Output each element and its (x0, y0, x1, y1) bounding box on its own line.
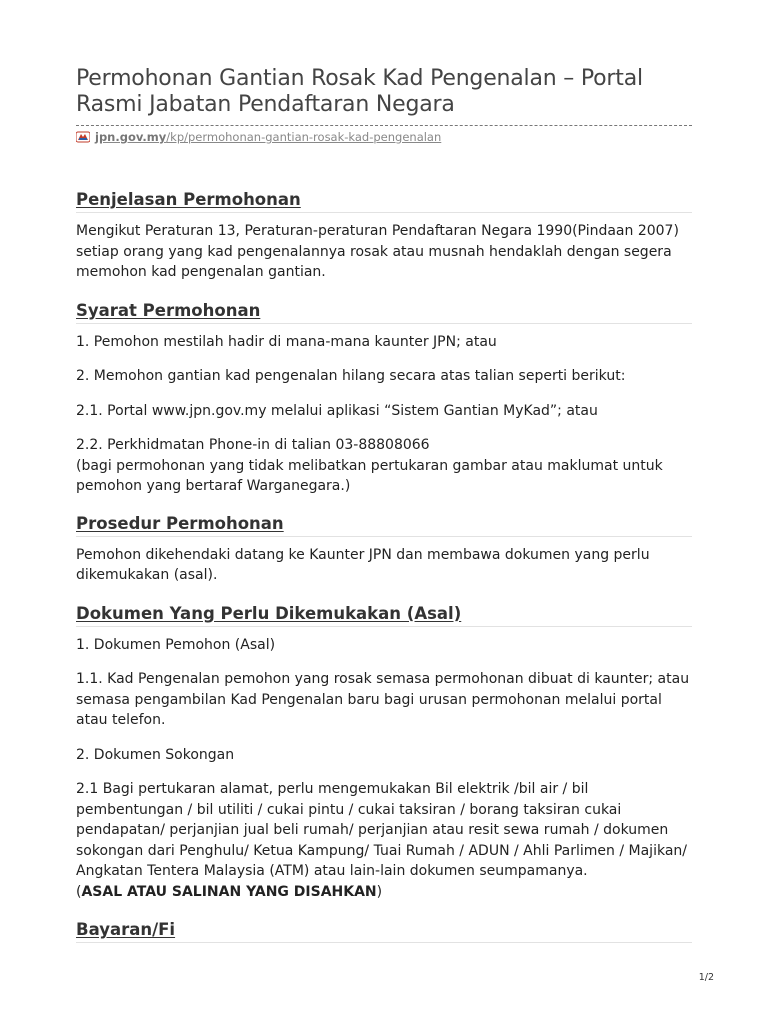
syarat-item-2: 2. Memohon gantian kad pengenalan hilang secara atas talian seperti berikut: (76, 368, 626, 384)
syarat-item-2-2-line: 2.2. Perkhidmatan Phone-in di talian 03-88808066 (76, 437, 430, 453)
syarat-item-2-1: 2.1. Portal www.jpn.gov.my melalui aplikasi “Sistem Gantian MyKad”; atau (76, 402, 598, 419)
document-title: Permohonan Gantian Rosak Kad Pengenalan – Portal Rasmi Jabatan Pendaftaran Negara (76, 66, 643, 117)
syarat-item-1: 1. Pemohon mestilah hadir di mana-mana kaunter JPN; atau (76, 333, 497, 350)
syarat-item-2-2 (76, 435, 692, 497)
dokumen-item-2: 2. Dokumen Sokongan (76, 746, 235, 763)
dokumen-item-2-1: 2.1 Bagi pertukaran alamat, perlu mengemukakan Bil elektrik /bil air / bil pembentungan / bil utiliti / cukai pintu / cukai taksiran / borang taksiran cukai pendapatan/ perjanjian jual beli rumah/ perjanjian atau resit sewa rumah / dokumen sokongan dari Penghulu/ Ketua Kampung/ Tuai Rumah / ADUN / Ahli Parlimen / Majikan/ Angkatan Tentera Malaysia (ATM) atau lain-lain dokumen seumpamanya. (76, 781, 687, 879)
source-path: /kp/permohonan-gantian-rosak-kad-pengenalan (166, 130, 442, 144)
prosedur-paragraph: Pemohon dikehendaki datang ke Kaunter JPN dan membawa dokumen yang perlu dikemukakan (asal). (76, 546, 650, 583)
heading-bayaran: Bayaran/Fi (76, 920, 692, 943)
source-url-link[interactable] (95, 130, 441, 144)
source-link-row (76, 130, 692, 144)
syarat-item-2-2-note: (bagi permohonan yang tidak melibatkan pertukaran gambar atau maklumat untuk pemohon yang bertaraf Warganegara.) (76, 457, 663, 494)
dokumen-item-1: 1. Dokumen Pemohon (Asal) (76, 636, 276, 653)
heading-syarat: Syarat Permohonan (76, 301, 692, 324)
certified-copy-label: ASAL ATAU SALINAN YANG DISAHKAN (81, 883, 377, 900)
source-domain: jpn.gov.my (95, 130, 167, 144)
heading-dokumen: Dokumen Yang Perlu Dikemukakan (Asal) (76, 604, 692, 627)
page-number: 1/2 (698, 972, 714, 983)
dokumen-certified-note: (ASAL ATAU SALINAN YANG DISAHKAN) (76, 883, 383, 900)
penjelasan-paragraph: Mengikut Peraturan 13, Peraturan-peraturan Pendaftaran Negara 1990(Pindaan 2007) setiap orang yang kad pengenalannya rosak atau musnah hendaklah dengan segera memohon kad pengenalan gantian. (76, 223, 679, 280)
title-divider (76, 125, 692, 126)
jpn-logo-icon (76, 130, 90, 144)
heading-penjelasan: Penjelasan Permohonan (76, 190, 692, 213)
heading-prosedur: Prosedur Permohonan (76, 514, 692, 537)
dokumen-item-1-1: 1.1. Kad Pengenalan pemohon yang rosak semasa permohonan dibuat di kaunter; atau semasa pengambilan Kad Pengenalan baru bagi urusan permohonan melalui portal atau telefon. (76, 671, 690, 728)
document-page (76, 66, 692, 943)
